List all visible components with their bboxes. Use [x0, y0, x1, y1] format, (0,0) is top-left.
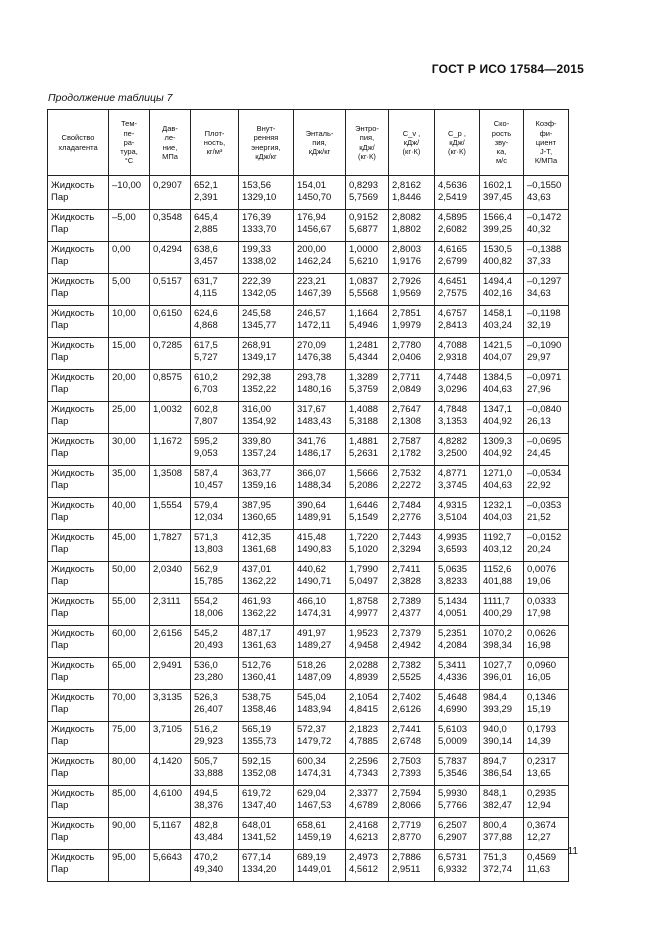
table-row [48, 466, 569, 498]
column-header: Свойство хладагента [48, 110, 109, 176]
cell-jt: –0,0695 24,45 [524, 434, 569, 466]
cell-sound: 1111,7 400,29 [480, 594, 524, 626]
cell-jt: –0,1090 29,97 [524, 338, 569, 370]
cell-enthalpy: 415,48 1490,83 [294, 530, 346, 562]
cell-density: 631,7 4,115 [191, 274, 239, 306]
cell-pressure: 1,0032 [150, 402, 191, 434]
cell-sound: 894,7 386,54 [480, 754, 524, 786]
cell-sound: 1309,3 404,92 [480, 434, 524, 466]
table-row [48, 658, 569, 690]
cell-temp: 45,00 [109, 530, 150, 562]
cell-energy: 648,01 1341,52 [239, 818, 294, 850]
cell-pressure: 2,9491 [150, 658, 191, 690]
cell-energy: 176,39 1333,70 [239, 210, 294, 242]
table-row [48, 562, 569, 594]
properties-table [47, 109, 569, 882]
cell-jt: 0,4569 11,63 [524, 850, 569, 882]
cell-density: 482,8 43,484 [191, 818, 239, 850]
cell-cv: 2,7780 2,0406 [389, 338, 435, 370]
cell-temp: –5,00 [109, 210, 150, 242]
cell-pressure: 2,3111 [150, 594, 191, 626]
cell-cv: 2,7411 2,3828 [389, 562, 435, 594]
cell-cv: 2,7851 1,9979 [389, 306, 435, 338]
cell-cp: 5,4648 4,6990 [435, 690, 480, 722]
cell-temp: 50,00 [109, 562, 150, 594]
cell-jt: 0,0626 16,98 [524, 626, 569, 658]
cell-state: Жидкость Пар [48, 690, 109, 722]
table-row [48, 242, 569, 274]
cell-temp: 0,00 [109, 242, 150, 274]
cell-state: Жидкость Пар [48, 402, 109, 434]
cell-sound: 848,1 382,47 [480, 786, 524, 818]
cell-density: 610,2 6,703 [191, 370, 239, 402]
cell-enthalpy: 293,78 1480,16 [294, 370, 346, 402]
cell-energy: 487,17 1361,63 [239, 626, 294, 658]
cell-energy: 199,33 1338,02 [239, 242, 294, 274]
cell-pressure: 4,1420 [150, 754, 191, 786]
cell-temp: 20,00 [109, 370, 150, 402]
cell-entropy: 0,8293 5,7569 [346, 176, 389, 210]
cell-cv: 2,7587 2,1782 [389, 434, 435, 466]
cell-jt: 0,2317 13,65 [524, 754, 569, 786]
cell-enthalpy: 658,61 1459,19 [294, 818, 346, 850]
cell-cp: 4,7848 3,1353 [435, 402, 480, 434]
cell-density: 602,8 7,807 [191, 402, 239, 434]
cell-pressure: 1,1672 [150, 434, 191, 466]
cell-state: Жидкость Пар [48, 274, 109, 306]
cell-entropy: 2,1823 4,7885 [346, 722, 389, 754]
cell-cp: 4,6757 2,8413 [435, 306, 480, 338]
table-row [48, 530, 569, 562]
cell-jt: 0,0960 16,05 [524, 658, 569, 690]
cell-pressure: 0,7285 [150, 338, 191, 370]
cell-state: Жидкость Пар [48, 210, 109, 242]
table-row [48, 626, 569, 658]
cell-jt: 0,1793 14,39 [524, 722, 569, 754]
cell-entropy: 1,1664 5,4946 [346, 306, 389, 338]
cell-entropy: 1,3289 5,3759 [346, 370, 389, 402]
cell-density: 587,4 10,457 [191, 466, 239, 498]
table-body [48, 176, 569, 882]
cell-energy: 292,38 1352,22 [239, 370, 294, 402]
cell-pressure: 2,6156 [150, 626, 191, 658]
table-row [48, 754, 569, 786]
cell-cp: 4,9315 3,5104 [435, 498, 480, 530]
cell-enthalpy: 572,37 1479,72 [294, 722, 346, 754]
cell-jt: 0,1346 15,19 [524, 690, 569, 722]
cell-density: 617,5 5,727 [191, 338, 239, 370]
cell-enthalpy: 223,21 1467,39 [294, 274, 346, 306]
cell-cp: 5,7837 5,3546 [435, 754, 480, 786]
cell-density: 571,3 13,803 [191, 530, 239, 562]
cell-enthalpy: 629,04 1467,53 [294, 786, 346, 818]
cell-pressure: 0,8575 [150, 370, 191, 402]
cell-state: Жидкость Пар [48, 338, 109, 370]
cell-pressure: 0,6150 [150, 306, 191, 338]
cell-enthalpy: 366,07 1488,34 [294, 466, 346, 498]
cell-cp: 4,7088 2,9318 [435, 338, 480, 370]
cell-sound: 1027,7 396,01 [480, 658, 524, 690]
table-row [48, 786, 569, 818]
cell-cp: 4,9935 3,6593 [435, 530, 480, 562]
cell-density: 638,6 3,457 [191, 242, 239, 274]
cell-energy: 592,15 1352,08 [239, 754, 294, 786]
cell-pressure: 1,7827 [150, 530, 191, 562]
table-caption: Продолжение таблицы 7 [48, 92, 173, 104]
cell-sound: 751,3 372,74 [480, 850, 524, 882]
cell-cp: 4,5636 2,5419 [435, 176, 480, 210]
cell-cp: 4,8282 3,2500 [435, 434, 480, 466]
cell-sound: 1458,1 403,24 [480, 306, 524, 338]
cell-temp: 30,00 [109, 434, 150, 466]
cell-pressure: 3,3135 [150, 690, 191, 722]
column-header: Энталь- пия, кДж/кг [294, 110, 346, 176]
cell-cv: 2,7379 2,4942 [389, 626, 435, 658]
cell-energy: 268,91 1349,17 [239, 338, 294, 370]
cell-jt: –0,0152 20,24 [524, 530, 569, 562]
cell-jt: –0,0971 27,96 [524, 370, 569, 402]
cell-pressure: 4,6100 [150, 786, 191, 818]
cell-pressure: 0,2907 [150, 176, 191, 210]
cell-temp: 75,00 [109, 722, 150, 754]
cell-jt: –0,1297 34,63 [524, 274, 569, 306]
column-header: Ско- рость зву- ка, м/с [480, 110, 524, 176]
cell-entropy: 1,9523 4,9458 [346, 626, 389, 658]
cell-cp: 5,9930 5,7766 [435, 786, 480, 818]
cell-enthalpy: 466,10 1474,31 [294, 594, 346, 626]
cell-state: Жидкость Пар [48, 466, 109, 498]
cell-cp: 4,7448 3,0296 [435, 370, 480, 402]
cell-enthalpy: 270,09 1476,38 [294, 338, 346, 370]
cell-density: 505,7 33,888 [191, 754, 239, 786]
cell-sound: 1530,5 400,82 [480, 242, 524, 274]
column-header: Энтро- пия, кДж/ (кг·К) [346, 110, 389, 176]
cell-pressure: 5,6643 [150, 850, 191, 882]
cell-cv: 2,7443 2,3294 [389, 530, 435, 562]
cell-energy: 437,01 1362,22 [239, 562, 294, 594]
table-header-row [48, 110, 569, 176]
cell-cv: 2,8082 1,8802 [389, 210, 435, 242]
cell-temp: 90,00 [109, 818, 150, 850]
cell-state: Жидкость Пар [48, 498, 109, 530]
cell-density: 494,5 38,376 [191, 786, 239, 818]
cell-cp: 4,8771 3,3745 [435, 466, 480, 498]
cell-sound: 1494,4 402,16 [480, 274, 524, 306]
cell-sound: 1192,7 403,12 [480, 530, 524, 562]
cell-density: 624,6 4,868 [191, 306, 239, 338]
cell-state: Жидкость Пар [48, 242, 109, 274]
page-number: 11 [567, 846, 578, 857]
cell-cp: 6,5731 6,9332 [435, 850, 480, 882]
cell-entropy: 1,8758 4,9977 [346, 594, 389, 626]
cell-state: Жидкость Пар [48, 176, 109, 210]
cell-cv: 2,8003 1,9176 [389, 242, 435, 274]
cell-enthalpy: 600,34 1474,31 [294, 754, 346, 786]
column-header: C_p , кДж/ (кг·К) [435, 110, 480, 176]
cell-cv: 2,7711 2,0849 [389, 370, 435, 402]
cell-jt: –0,0353 21,52 [524, 498, 569, 530]
cell-energy: 153,56 1329,10 [239, 176, 294, 210]
cell-temp: 10,00 [109, 306, 150, 338]
cell-cp: 5,6103 5,0009 [435, 722, 480, 754]
cell-energy: 412,35 1361,68 [239, 530, 294, 562]
cell-state: Жидкость Пар [48, 786, 109, 818]
cell-sound: 1232,1 404,03 [480, 498, 524, 530]
cell-temp: 35,00 [109, 466, 150, 498]
cell-entropy: 2,0288 4,8939 [346, 658, 389, 690]
cell-entropy: 2,2596 4,7343 [346, 754, 389, 786]
cell-entropy: 1,0837 5,5568 [346, 274, 389, 306]
cell-cp: 4,6165 2,6799 [435, 242, 480, 274]
cell-density: 526,3 26,407 [191, 690, 239, 722]
table-row [48, 498, 569, 530]
table-row [48, 434, 569, 466]
cell-energy: 677,14 1334,20 [239, 850, 294, 882]
column-header: Внут- ренняя энергия, кДж/кг [239, 110, 294, 176]
cell-temp: 70,00 [109, 690, 150, 722]
cell-cv: 2,7926 1,9569 [389, 274, 435, 306]
cell-pressure: 1,5554 [150, 498, 191, 530]
cell-entropy: 2,1054 4,8415 [346, 690, 389, 722]
cell-temp: 85,00 [109, 786, 150, 818]
cell-cv: 2,7389 2,4377 [389, 594, 435, 626]
cell-energy: 461,93 1362,22 [239, 594, 294, 626]
cell-energy: 619,72 1347,40 [239, 786, 294, 818]
cell-enthalpy: 545,04 1483,94 [294, 690, 346, 722]
cell-pressure: 0,5157 [150, 274, 191, 306]
cell-density: 516,2 29,923 [191, 722, 239, 754]
cell-cv: 2,7719 2,8770 [389, 818, 435, 850]
cell-sound: 940,0 390,14 [480, 722, 524, 754]
cell-sound: 1602,1 397,45 [480, 176, 524, 210]
cell-state: Жидкость Пар [48, 818, 109, 850]
cell-enthalpy: 317,67 1483,43 [294, 402, 346, 434]
cell-state: Жидкость Пар [48, 658, 109, 690]
cell-temp: 40,00 [109, 498, 150, 530]
cell-pressure: 0,4294 [150, 242, 191, 274]
cell-cv: 2,7594 2,8066 [389, 786, 435, 818]
cell-cp: 4,5895 2,6082 [435, 210, 480, 242]
cell-density: 579,4 12,034 [191, 498, 239, 530]
cell-enthalpy: 341,76 1486,17 [294, 434, 346, 466]
cell-energy: 316,00 1354,92 [239, 402, 294, 434]
cell-state: Жидкость Пар [48, 434, 109, 466]
cell-entropy: 1,4881 5,2631 [346, 434, 389, 466]
cell-state: Жидкость Пар [48, 722, 109, 754]
cell-energy: 222,39 1342,05 [239, 274, 294, 306]
cell-density: 595,2 9,053 [191, 434, 239, 466]
cell-cv: 2,8162 1,8446 [389, 176, 435, 210]
cell-temp: 65,00 [109, 658, 150, 690]
cell-sound: 1347,1 404,92 [480, 402, 524, 434]
column-header: C_v , кДж/ (кг·К) [389, 110, 435, 176]
cell-density: 652,1 2,391 [191, 176, 239, 210]
cell-cv: 2,7647 2,1308 [389, 402, 435, 434]
cell-cp: 5,2351 4,2084 [435, 626, 480, 658]
cell-density: 536,0 23,280 [191, 658, 239, 690]
cell-cv: 2,7402 2,6126 [389, 690, 435, 722]
cell-entropy: 2,3377 4,6789 [346, 786, 389, 818]
column-header: Дав- ле- ние, МПа [150, 110, 191, 176]
cell-enthalpy: 518,26 1487,09 [294, 658, 346, 690]
cell-entropy: 1,2481 5,4344 [346, 338, 389, 370]
cell-temp: 5,00 [109, 274, 150, 306]
cell-energy: 245,58 1345,77 [239, 306, 294, 338]
table-row [48, 370, 569, 402]
cell-state: Жидкость Пар [48, 306, 109, 338]
cell-cp: 5,3411 4,4336 [435, 658, 480, 690]
cell-jt: 0,0333 17,98 [524, 594, 569, 626]
cell-temp: 25,00 [109, 402, 150, 434]
cell-pressure: 0,3548 [150, 210, 191, 242]
cell-temp: –10,00 [109, 176, 150, 210]
cell-pressure: 1,3508 [150, 466, 191, 498]
cell-sound: 800,4 377,88 [480, 818, 524, 850]
cell-density: 562,9 15,785 [191, 562, 239, 594]
cell-entropy: 1,7990 5,0497 [346, 562, 389, 594]
cell-enthalpy: 440,62 1490,71 [294, 562, 346, 594]
cell-state: Жидкость Пар [48, 594, 109, 626]
cell-state: Жидкость Пар [48, 850, 109, 882]
cell-density: 645,4 2,885 [191, 210, 239, 242]
table-row [48, 210, 569, 242]
cell-entropy: 2,4168 4,6213 [346, 818, 389, 850]
cell-enthalpy: 491,97 1489,27 [294, 626, 346, 658]
cell-cp: 5,0635 3,8233 [435, 562, 480, 594]
cell-energy: 512,76 1360,41 [239, 658, 294, 690]
cell-enthalpy: 689,19 1449,01 [294, 850, 346, 882]
cell-jt: –0,1472 40,32 [524, 210, 569, 242]
cell-cv: 2,7886 2,9511 [389, 850, 435, 882]
cell-sound: 1421,5 404,07 [480, 338, 524, 370]
column-header: Плот- ность, кг/м³ [191, 110, 239, 176]
cell-cv: 2,7503 2,7393 [389, 754, 435, 786]
cell-temp: 95,00 [109, 850, 150, 882]
table-row [48, 176, 569, 210]
cell-state: Жидкость Пар [48, 626, 109, 658]
cell-temp: 80,00 [109, 754, 150, 786]
cell-cv: 2,7382 2,5525 [389, 658, 435, 690]
cell-jt: –0,0534 22,92 [524, 466, 569, 498]
cell-jt: –0,0840 26,13 [524, 402, 569, 434]
cell-temp: 55,00 [109, 594, 150, 626]
cell-cv: 2,7441 2,6748 [389, 722, 435, 754]
column-header: Тем- пе- ра- тура, °С [109, 110, 150, 176]
cell-entropy: 1,5666 5,2086 [346, 466, 389, 498]
cell-cv: 2,7532 2,2272 [389, 466, 435, 498]
cell-jt: 0,0076 19,06 [524, 562, 569, 594]
cell-enthalpy: 246,57 1472,11 [294, 306, 346, 338]
cell-jt: –0,1550 43,63 [524, 176, 569, 210]
cell-sound: 984,4 393,29 [480, 690, 524, 722]
table-row [48, 690, 569, 722]
cell-energy: 339,80 1357,24 [239, 434, 294, 466]
cell-entropy: 2,4973 4,5612 [346, 850, 389, 882]
cell-sound: 1566,4 399,25 [480, 210, 524, 242]
table-row [48, 306, 569, 338]
cell-density: 554,2 18,006 [191, 594, 239, 626]
cell-jt: 0,2935 12,94 [524, 786, 569, 818]
document-code: ГОСТ Р ИСО 17584—2015 [431, 62, 584, 76]
cell-energy: 565,19 1355,73 [239, 722, 294, 754]
cell-state: Жидкость Пар [48, 530, 109, 562]
cell-state: Жидкость Пар [48, 370, 109, 402]
cell-energy: 363,77 1359,16 [239, 466, 294, 498]
cell-state: Жидкость Пар [48, 754, 109, 786]
table-row [48, 402, 569, 434]
cell-energy: 387,95 1360,65 [239, 498, 294, 530]
cell-state: Жидкость Пар [48, 562, 109, 594]
cell-entropy: 1,7220 5,1020 [346, 530, 389, 562]
cell-temp: 60,00 [109, 626, 150, 658]
table-row [48, 850, 569, 882]
table-row [48, 594, 569, 626]
cell-cp: 5,1434 4,0051 [435, 594, 480, 626]
cell-enthalpy: 390,64 1489,91 [294, 498, 346, 530]
cell-energy: 538,75 1358,46 [239, 690, 294, 722]
cell-jt: –0,1198 32,19 [524, 306, 569, 338]
cell-cp: 6,2507 6,2907 [435, 818, 480, 850]
table-row [48, 818, 569, 850]
cell-enthalpy: 154,01 1450,70 [294, 176, 346, 210]
table-row [48, 274, 569, 306]
column-header: Коэф- фи- циент J-T, К/МПа [524, 110, 569, 176]
cell-jt: –0,1388 37,33 [524, 242, 569, 274]
cell-density: 545,2 20,493 [191, 626, 239, 658]
cell-enthalpy: 200,00 1462,24 [294, 242, 346, 274]
cell-entropy: 0,9152 5,6877 [346, 210, 389, 242]
cell-sound: 1384,5 404,63 [480, 370, 524, 402]
cell-jt: 0,3674 12,27 [524, 818, 569, 850]
cell-pressure: 2,0340 [150, 562, 191, 594]
cell-enthalpy: 176,94 1456,67 [294, 210, 346, 242]
cell-pressure: 5,1167 [150, 818, 191, 850]
table-row [48, 338, 569, 370]
cell-entropy: 1,4088 5,3188 [346, 402, 389, 434]
cell-sound: 1070,2 398,34 [480, 626, 524, 658]
cell-cv: 2,7484 2,2776 [389, 498, 435, 530]
cell-density: 470,2 49,340 [191, 850, 239, 882]
cell-cp: 4,6451 2,7575 [435, 274, 480, 306]
cell-sound: 1271,0 404,63 [480, 466, 524, 498]
cell-entropy: 1,6446 5,1549 [346, 498, 389, 530]
table-row [48, 722, 569, 754]
cell-entropy: 1,0000 5,6210 [346, 242, 389, 274]
cell-temp: 15,00 [109, 338, 150, 370]
cell-pressure: 3,7105 [150, 722, 191, 754]
cell-sound: 1152,6 401,88 [480, 562, 524, 594]
